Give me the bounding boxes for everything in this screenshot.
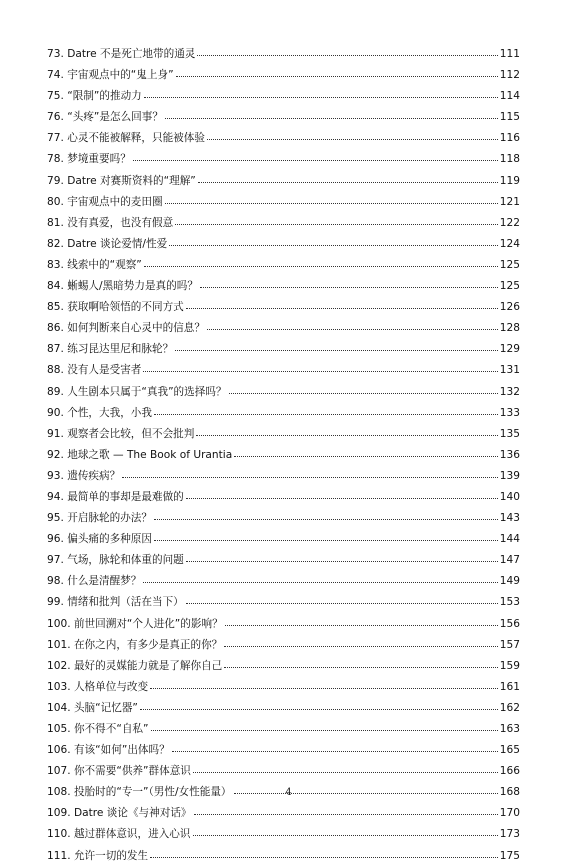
toc-entry-number: 103. [47,680,71,693]
toc-entry-number: 100. [47,617,71,630]
dot-leader [143,371,497,372]
dot-leader [198,182,498,183]
toc-entry [47,171,520,192]
toc-entry [47,466,520,487]
toc-entry-title: 遗传疾病？ [67,469,121,482]
toc-entry-number: 86. [47,322,64,335]
dot-leader [186,603,498,604]
toc-entry-title: “头疼”是怎么回事？ [67,111,163,124]
toc-entry [47,487,520,508]
dot-leader [122,477,498,478]
toc-entry-number: 81. [47,216,64,229]
toc-entry-number: 87. [47,343,64,356]
toc-entry [47,297,520,318]
toc-entry-page: 144 [499,533,520,546]
toc-entry-title: 梦境重要吗？ [67,153,131,166]
toc-entry-page: 131 [499,364,520,377]
dot-leader [165,118,498,119]
dot-leader [143,582,497,583]
toc-entry-number: 96. [47,533,64,546]
toc-entry-number: 110. [47,828,71,841]
toc-entry-number: 83. [47,258,64,271]
toc-entry-page: 132 [499,385,520,398]
toc-entry-page: 122 [499,216,520,229]
toc-entry [47,614,520,635]
toc-entry-number: 77. [47,132,64,145]
toc-entry-title: 心灵不能被解释，只能被体验 [67,132,205,145]
toc-entry-number: 91. [47,427,64,440]
dot-leader [193,835,498,836]
dot-leader [175,224,498,225]
toc-entry [47,677,520,698]
toc-entry [47,761,520,782]
toc-entry [47,719,520,740]
toc-entry-number: 89. [47,385,64,398]
dot-leader [229,393,498,394]
toc-entry-title: Datre 谈论《与神对话》 [73,807,192,820]
toc-entry [47,65,520,86]
toc-entry-title: 如何判断来自心灵中的信息？ [67,322,205,335]
toc-entry [47,360,520,381]
toc-entry [47,128,520,149]
toc-entry [47,339,520,360]
toc-entry [47,803,520,824]
toc-entry-page: 136 [499,448,520,461]
dot-leader [144,97,498,98]
dot-leader [172,751,498,752]
toc-entry-title: 什么是清醒梦？ [67,575,142,588]
dot-leader [186,561,498,562]
toc-entry-number: 104. [47,701,71,714]
toc-entry-title: 有该“如何”出体吗？ [73,744,170,757]
toc-entry [47,276,520,297]
toc-entry [47,445,520,466]
toc-entry-number: 80. [47,195,64,208]
toc-entry-number: 74. [47,69,64,82]
toc-entry-page: 156 [499,617,520,630]
toc-entry-title: 没有人是受害者 [67,364,142,377]
dot-leader [200,287,498,288]
toc-entry-title: 宇宙观点中的麦田圈 [67,195,163,208]
toc-entry-page: 112 [499,69,520,82]
toc-entry-page: 175 [499,849,520,862]
toc-entry-title: 投胎时的“专一”（男性/女性能量） [73,786,232,799]
dot-leader [165,203,498,204]
toc-entry-page: 119 [499,174,520,187]
toc-entry-title: 获取啊哈领悟的不同方式 [67,301,184,314]
toc-entry [47,192,520,213]
dot-leader [224,646,497,647]
toc-entry-page: 166 [499,765,520,778]
toc-entry-number: 101. [47,638,71,651]
toc-entry-number: 97. [47,554,64,567]
toc-entry-title: 最好的灵媒能力就是了解你自己 [73,659,223,672]
toc-entry [47,550,520,571]
toc-entry-page: 125 [499,258,520,271]
toc-entry-number: 79. [47,174,64,187]
toc-entry-number: 75. [47,90,64,103]
dot-leader [151,730,498,731]
toc-entry [47,234,520,255]
toc-entry-title: 你不得不“自私” [73,723,149,735]
toc-entry [47,571,520,592]
toc-entry-number: 90. [47,406,64,419]
dot-leader [150,857,498,858]
toc-entry-page: 140 [499,490,520,503]
toc-entry-page: 170 [499,807,520,820]
toc-entry-page: 159 [499,659,520,672]
toc-entry-page: 115 [499,111,520,124]
toc-entry-number: 102. [47,659,71,672]
toc-entry-page: 114 [499,90,520,103]
toc-entry [47,824,520,845]
toc-entry-title: 允许一切的发生 [73,849,149,862]
toc-entry-page: 161 [499,680,520,693]
toc-entry-title: “限制”的推动力 [67,90,142,103]
toc-entry-page: 139 [499,469,520,482]
toc-entry-number: 82. [47,237,64,250]
toc-entry-page: 163 [499,723,520,735]
toc-entry-page: 124 [499,237,520,250]
toc-entry-number: 76. [47,111,64,124]
toc-entry-page: 147 [499,554,520,567]
toc-entry-page: 162 [499,701,520,714]
dot-leader [150,688,498,689]
dot-leader [133,160,498,161]
toc-entry [47,107,520,128]
dot-leader [197,55,497,56]
toc-entry-number: 93. [47,469,64,482]
toc-entry [47,424,520,445]
toc-entry-number: 108. [47,786,71,799]
toc-entry [47,86,520,107]
dot-leader [154,540,498,541]
toc-entry [47,318,520,339]
toc-entry [47,698,520,719]
dot-leader [186,308,498,309]
toc-entry-title: 偏头痛的多种原因 [67,533,152,546]
dot-leader [196,435,497,436]
toc-entry-page: 118 [499,153,520,166]
toc-entry-page: 153 [499,596,520,609]
toc-entry [47,508,520,529]
dot-leader [207,139,498,140]
dot-leader [144,266,498,267]
toc-entry-title: 线索中的“观察” [67,258,142,271]
dot-leader [186,498,498,499]
toc-entry-title: 宇宙观点中的“鬼上身” [67,69,174,82]
toc-entry-number: 73. [47,48,64,60]
dot-leader [154,519,498,520]
toc-entry-number: 92. [47,448,64,461]
toc-entry-number: 99. [47,596,64,609]
toc-entry-page: 116 [499,132,520,145]
toc-entry-number: 111. [47,849,71,862]
toc-entry-title: 人格单位与改变 [73,680,149,693]
toc-entry-title: 前世回溯对“个人进化”的影响？ [73,617,223,630]
toc-entry [47,529,520,550]
toc-entry [47,403,520,424]
page-number: 4 [285,787,292,798]
toc-entry-number: 88. [47,364,64,377]
toc-entry-page: 149 [499,575,520,588]
toc-entry-number: 98. [47,575,64,588]
dot-leader [176,76,498,77]
toc-entry-number: 78. [47,153,64,166]
dot-leader [225,625,498,626]
toc-entry-number: 95. [47,512,64,525]
dot-leader [224,667,497,668]
toc-entry-page: 111 [499,48,520,60]
toc-entry-title: 开启脉轮的办法？ [67,512,152,525]
toc-entry [47,44,520,65]
toc-entry-page: 125 [499,280,520,293]
toc-entry [47,592,520,613]
toc-entry-title: 蜥蜴人/黑暗势力是真的吗？ [67,280,198,293]
toc-entry-title: Datre 对赛斯资料的“理解” [67,174,196,187]
toc-entry-page: 133 [499,406,520,419]
toc-entry-page: 173 [499,828,520,841]
toc-entry-title: Datre 不是死亡地带的通灵 [67,48,196,60]
toc-entry-page: 143 [499,512,520,525]
toc-entry-title: 个性，大我，小我 [67,406,152,419]
table-of-contents [47,44,520,867]
toc-entry-title: 你不需要“供养”群体意识 [73,765,191,778]
toc-entry-title: 气场，脉轮和体重的问题 [67,554,184,567]
toc-entry [47,255,520,276]
toc-entry-page: 168 [499,786,520,799]
toc-entry-number: 106. [47,744,71,757]
toc-entry-title: 没有真爱，也没有假意 [67,216,174,229]
toc-entry [47,656,520,677]
dot-leader [169,245,498,246]
toc-entry-title: 观察者会比较，但不会批判 [67,427,195,440]
toc-entry [47,846,520,867]
toc-entry [47,382,520,403]
toc-entry-number: 84. [47,280,64,293]
dot-leader [193,772,498,773]
toc-entry-page: 135 [499,427,520,440]
dot-leader [154,414,498,415]
toc-entry-page: 121 [499,195,520,208]
toc-entry-page: 165 [499,744,520,757]
dot-leader [234,456,498,457]
toc-entry-title: 越过群体意识，进入心识 [73,828,191,841]
toc-entry-page: 129 [499,343,520,356]
toc-entry-title: 在你之内，有多少是真正的你？ [73,638,223,651]
toc-entry-title: 地球之歌 — The Book of Urantia [67,448,233,461]
toc-entry-title: 情绪和批判（活在当下） [67,596,184,609]
toc-entry [47,213,520,234]
toc-entry-number: 109. [47,807,71,820]
toc-entry-page: 157 [499,638,520,651]
toc-entry-title: 练习昆达里尼和脉轮？ [67,343,174,356]
toc-entry-number: 107. [47,765,71,778]
toc-entry [47,149,520,170]
toc-entry-number: 85. [47,301,64,314]
toc-entry-number: 105. [47,723,71,735]
toc-entry-title: 最简单的事却是最难做的 [67,490,184,503]
dot-leader [194,814,498,815]
dot-leader [175,350,498,351]
toc-entry [47,635,520,656]
toc-entry [47,740,520,761]
dot-leader [140,709,498,710]
toc-entry-page: 126 [499,301,520,314]
toc-entry-title: Datre 谈论爱情/性爱 [67,237,168,250]
dot-leader [207,329,498,330]
toc-entry-number: 94. [47,490,64,503]
toc-entry-title: 头脑“记忆器” [73,701,138,714]
toc-entry-page: 128 [499,322,520,335]
toc-entry-title: 人生剧本只属于“真我”的选择吗？ [67,385,227,398]
